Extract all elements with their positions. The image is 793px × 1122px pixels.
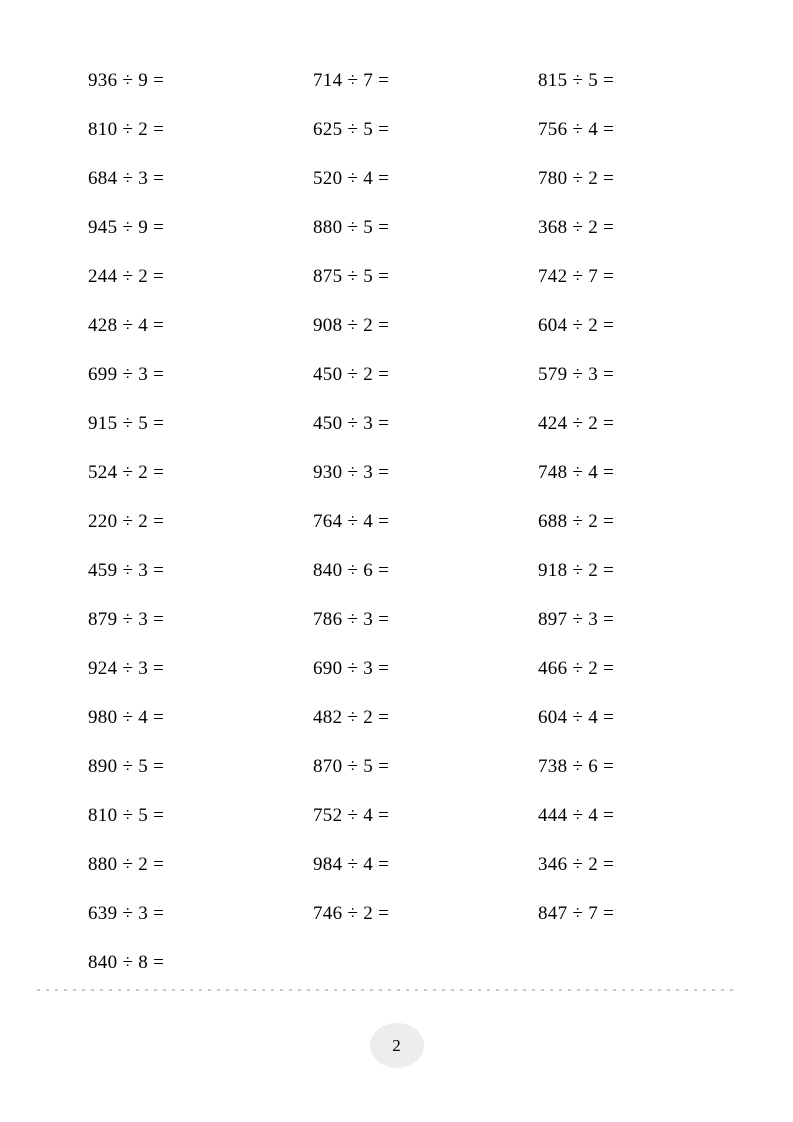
problem: 810 ÷ 5 = — [88, 804, 165, 826]
problem: 840 ÷ 8 = — [88, 951, 165, 973]
problem: 450 ÷ 2 = — [313, 363, 390, 385]
problem: 980 ÷ 4 = — [88, 706, 165, 728]
problem: 604 ÷ 4 = — [538, 706, 615, 728]
problem: 915 ÷ 5 = — [88, 412, 165, 434]
problem: 810 ÷ 2 = — [88, 118, 165, 140]
problem: 840 ÷ 6 = — [313, 559, 390, 581]
problem: 890 ÷ 5 = — [88, 755, 165, 777]
problem: 924 ÷ 3 = — [88, 657, 165, 679]
problem: 699 ÷ 3 = — [88, 363, 165, 385]
problem: 746 ÷ 2 = — [313, 902, 390, 924]
problem: 684 ÷ 3 = — [88, 167, 165, 189]
problem: 450 ÷ 3 = — [313, 412, 390, 434]
problem: 368 ÷ 2 = — [538, 216, 615, 238]
problem: 930 ÷ 3 = — [313, 461, 390, 483]
problem: 879 ÷ 3 = — [88, 608, 165, 630]
problem: 918 ÷ 2 = — [538, 559, 615, 581]
problem: 346 ÷ 2 = — [538, 853, 615, 875]
problem: 847 ÷ 7 = — [538, 902, 615, 924]
problem: 897 ÷ 3 = — [538, 608, 615, 630]
problem: 764 ÷ 4 = — [313, 510, 390, 532]
problem: 738 ÷ 6 = — [538, 755, 615, 777]
page-number: 2 — [392, 1035, 401, 1055]
problem: 220 ÷ 2 = — [88, 510, 165, 532]
problem: 880 ÷ 2 = — [88, 853, 165, 875]
problems-grid — [88, 56, 763, 987]
problem: 742 ÷ 7 = — [538, 265, 615, 287]
problem: 690 ÷ 3 = — [313, 657, 390, 679]
problem: 748 ÷ 4 = — [538, 461, 615, 483]
problem: 815 ÷ 5 = — [538, 69, 615, 91]
problem: 870 ÷ 5 = — [313, 755, 390, 777]
problem: 714 ÷ 7 = — [313, 69, 390, 91]
problem: 625 ÷ 5 = — [313, 118, 390, 140]
problem: 639 ÷ 3 = — [88, 902, 165, 924]
problem: 579 ÷ 3 = — [538, 363, 615, 385]
problem: 466 ÷ 2 = — [538, 657, 615, 679]
problem: 945 ÷ 9 = — [88, 216, 165, 238]
problem: 520 ÷ 4 = — [313, 167, 390, 189]
problem: 984 ÷ 4 = — [313, 853, 390, 875]
problem: 604 ÷ 2 = — [538, 314, 615, 336]
problem: 482 ÷ 2 = — [313, 706, 390, 728]
problem: 524 ÷ 2 = — [88, 461, 165, 483]
problem: 880 ÷ 5 = — [313, 216, 390, 238]
problem: 428 ÷ 4 = — [88, 314, 165, 336]
problem: 424 ÷ 2 = — [538, 412, 615, 434]
problem: 752 ÷ 4 = — [313, 804, 390, 826]
page-number-badge — [370, 1023, 424, 1068]
problem: 780 ÷ 2 = — [538, 167, 615, 189]
dashed-divider — [37, 989, 737, 991]
problem: 756 ÷ 4 = — [538, 118, 615, 140]
problem: 875 ÷ 5 = — [313, 265, 390, 287]
problem: 688 ÷ 2 = — [538, 510, 615, 532]
problem: 908 ÷ 2 = — [313, 314, 390, 336]
problem: 936 ÷ 9 = — [88, 69, 165, 91]
problem: 786 ÷ 3 = — [313, 608, 390, 630]
problem: 444 ÷ 4 = — [538, 804, 615, 826]
problem: 459 ÷ 3 = — [88, 559, 165, 581]
problem: 244 ÷ 2 = — [88, 265, 165, 287]
